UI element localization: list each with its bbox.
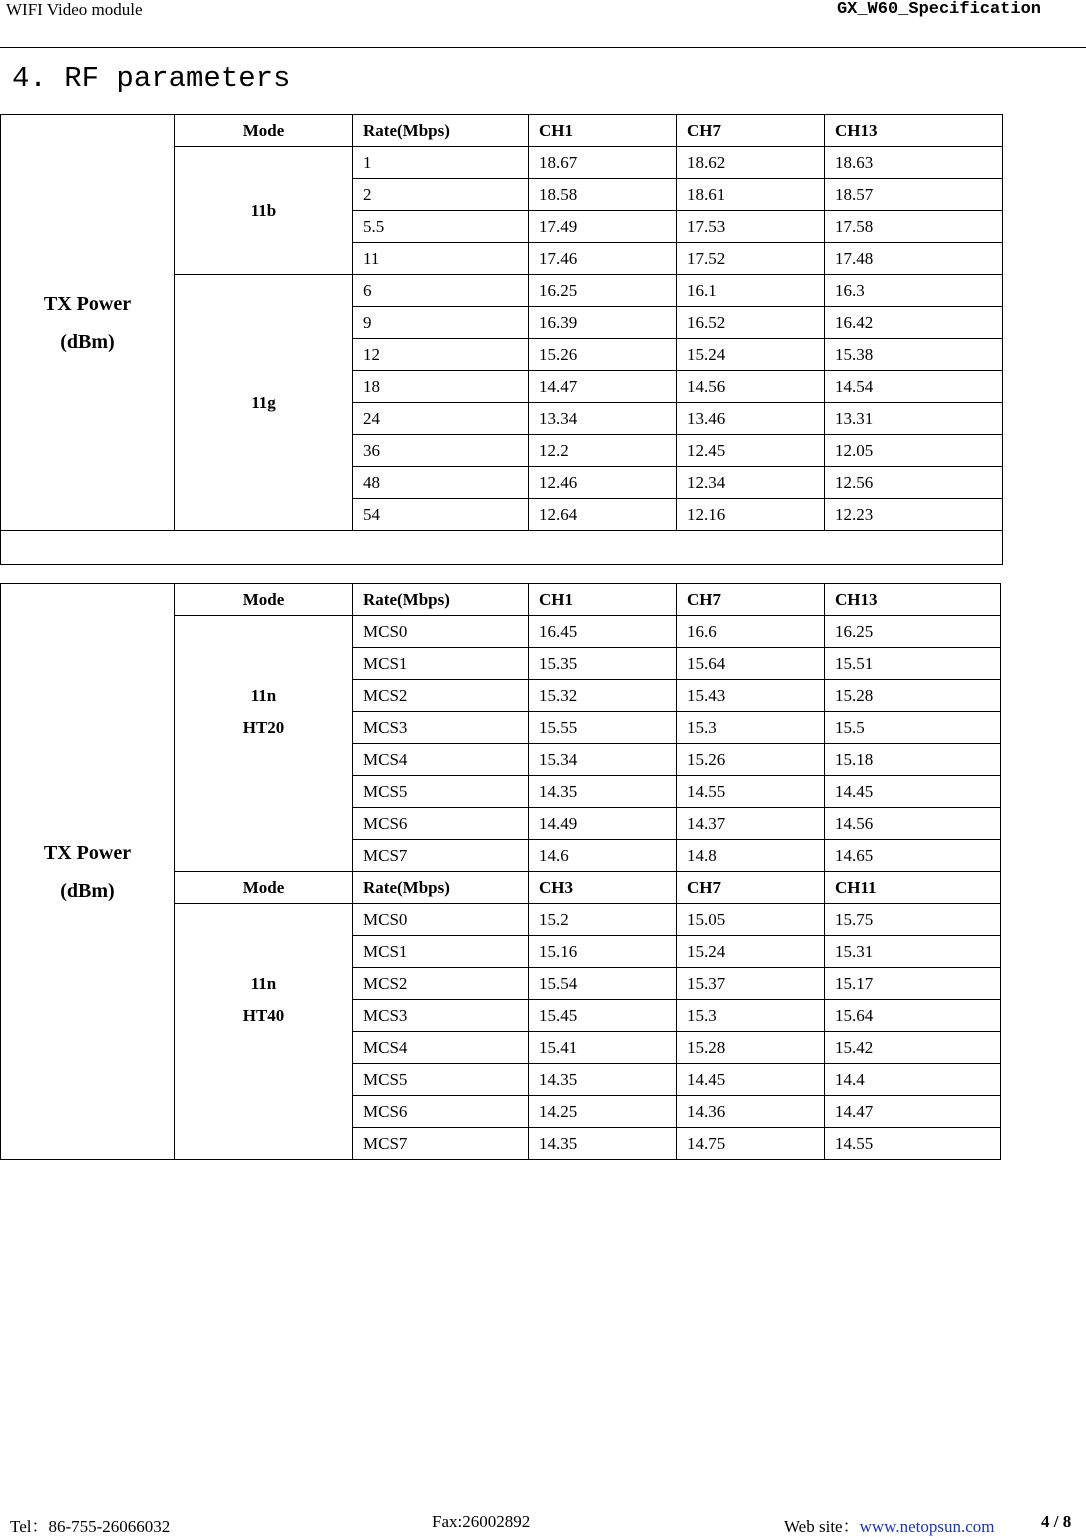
footer-tel: Tel：86-755-26066032 [10, 1517, 171, 1536]
value-cell: 14.35 [529, 1064, 677, 1096]
value-cell: 14.45 [677, 1064, 825, 1096]
footer-fax: Fax:26002892 [432, 1512, 531, 1531]
rate-cell: MCS0 [353, 616, 529, 648]
value-cell: 12.34 [677, 467, 825, 499]
value-cell: 17.58 [825, 211, 1003, 243]
table-spacer-row [1, 531, 1003, 565]
table-header-row [1, 115, 1003, 147]
rate-cell: 2 [353, 179, 529, 211]
page-number: 4 / 8 [1041, 1512, 1072, 1531]
value-cell: 14.35 [529, 1128, 677, 1160]
value-cell: 13.31 [825, 403, 1003, 435]
value-cell: 16.52 [677, 307, 825, 339]
value-cell: 15.16 [529, 936, 677, 968]
header-divider [0, 47, 1086, 48]
value-cell: 16.42 [825, 307, 1003, 339]
footer-web-label: Web site： [784, 1517, 860, 1536]
value-cell: 16.25 [529, 275, 677, 307]
mode-label: 11b [250, 200, 277, 220]
value-cell: 15.31 [825, 936, 1001, 968]
mode-label: 11n [250, 686, 277, 705]
column-header: CH7 [677, 584, 825, 616]
column-header: Rate(Mbps) [353, 115, 529, 147]
value-cell: 15.5 [825, 712, 1001, 744]
mode-cell [175, 904, 353, 1160]
rate-cell: 18 [353, 371, 529, 403]
section-title: 4. RF parameters [12, 62, 291, 95]
value-cell: 17.52 [677, 243, 825, 275]
value-cell: 15.64 [677, 648, 825, 680]
rate-cell: 12 [353, 339, 529, 371]
value-cell: 15.54 [529, 968, 677, 1000]
value-cell: 17.48 [825, 243, 1003, 275]
mode-sublabel: HT20 [242, 718, 285, 737]
value-cell: 15.34 [529, 744, 677, 776]
value-cell: 15.37 [677, 968, 825, 1000]
value-cell: 15.2 [529, 904, 677, 936]
value-cell: 15.42 [825, 1032, 1001, 1064]
value-cell: 12.23 [825, 499, 1003, 531]
value-cell: 15.24 [677, 936, 825, 968]
footer-web-link[interactable]: www.netopsun.com [859, 1517, 995, 1536]
column-header: Rate(Mbps) [353, 584, 529, 616]
value-cell: 16.6 [677, 616, 825, 648]
value-cell: 14.65 [825, 840, 1001, 872]
value-cell: 15.45 [529, 1000, 677, 1032]
value-cell: 17.49 [529, 211, 677, 243]
header-module-name: WIFI Video module [6, 0, 143, 19]
rate-cell: MCS1 [353, 648, 529, 680]
rate-cell: MCS5 [353, 1064, 529, 1096]
mode-cell [175, 616, 353, 872]
rate-cell: MCS4 [353, 744, 529, 776]
value-cell: 15.38 [825, 339, 1003, 371]
rate-cell: MCS6 [353, 808, 529, 840]
column-header: CH13 [825, 584, 1001, 616]
rate-cell: 1 [353, 147, 529, 179]
rate-cell: 5.5 [353, 211, 529, 243]
value-cell: 14.35 [529, 776, 677, 808]
mode-header: Mode [175, 872, 353, 904]
rate-cell: MCS7 [353, 1128, 529, 1160]
mode-header: Mode [175, 115, 353, 147]
value-cell: 17.53 [677, 211, 825, 243]
rate-cell: MCS7 [353, 840, 529, 872]
value-cell: 15.17 [825, 968, 1001, 1000]
mode-label: 11n [250, 974, 277, 993]
value-cell: 18.62 [677, 147, 825, 179]
rate-cell: MCS5 [353, 776, 529, 808]
value-cell: 12.56 [825, 467, 1003, 499]
value-cell: 15.26 [529, 339, 677, 371]
rate-cell: MCS3 [353, 1000, 529, 1032]
value-cell: 14.25 [529, 1096, 677, 1128]
value-cell: 14.45 [825, 776, 1001, 808]
value-cell: 15.26 [677, 744, 825, 776]
value-cell: 17.46 [529, 243, 677, 275]
value-cell: 15.64 [825, 1000, 1001, 1032]
value-cell: 15.51 [825, 648, 1001, 680]
value-cell: 16.1 [677, 275, 825, 307]
mode-label: 11g [251, 392, 276, 412]
value-cell: 18.67 [529, 147, 677, 179]
value-cell: 15.35 [529, 648, 677, 680]
side-label-cell [1, 584, 175, 1160]
rate-cell: 6 [353, 275, 529, 307]
value-cell: 18.58 [529, 179, 677, 211]
value-cell: 18.57 [825, 179, 1003, 211]
mode-sublabel: HT40 [242, 1006, 285, 1025]
spacer-cell [1, 531, 1003, 565]
tx-power-table-bg [0, 114, 1003, 565]
value-cell: 14.47 [825, 1096, 1001, 1128]
value-cell: 15.05 [677, 904, 825, 936]
value-cell: 14.47 [529, 371, 677, 403]
column-header: CH13 [825, 115, 1003, 147]
value-cell: 15.18 [825, 744, 1001, 776]
value-cell: 13.34 [529, 403, 677, 435]
value-cell: 15.55 [529, 712, 677, 744]
value-cell: 14.54 [825, 371, 1003, 403]
column-header: CH1 [529, 115, 677, 147]
value-cell: 18.63 [825, 147, 1003, 179]
value-cell: 14.55 [677, 776, 825, 808]
value-cell: 15.28 [677, 1032, 825, 1064]
rate-cell: 11 [353, 243, 529, 275]
value-cell: 14.36 [677, 1096, 825, 1128]
value-cell: 16.3 [825, 275, 1003, 307]
tx-power-label: TX Power [43, 841, 132, 864]
value-cell: 14.56 [677, 371, 825, 403]
rate-cell: MCS6 [353, 1096, 529, 1128]
side-label-cell [1, 115, 175, 531]
value-cell: 16.39 [529, 307, 677, 339]
column-header: CH1 [529, 584, 677, 616]
value-cell: 14.37 [677, 808, 825, 840]
tx-power-label: TX Power [43, 292, 132, 315]
value-cell: 12.05 [825, 435, 1003, 467]
value-cell: 15.3 [677, 712, 825, 744]
rate-cell: MCS2 [353, 968, 529, 1000]
rate-cell: MCS3 [353, 712, 529, 744]
tx-power-unit: (dBm) [60, 330, 115, 353]
value-cell: 14.55 [825, 1128, 1001, 1160]
rate-cell: 24 [353, 403, 529, 435]
column-header: CH11 [825, 872, 1001, 904]
value-cell: 12.64 [529, 499, 677, 531]
value-cell: 13.46 [677, 403, 825, 435]
value-cell: 14.4 [825, 1064, 1001, 1096]
value-cell: 15.75 [825, 904, 1001, 936]
value-cell: 16.45 [529, 616, 677, 648]
value-cell: 15.28 [825, 680, 1001, 712]
rate-cell: 48 [353, 467, 529, 499]
rate-cell: 54 [353, 499, 529, 531]
value-cell: 12.45 [677, 435, 825, 467]
tx-power-unit: (dBm) [60, 879, 115, 902]
value-cell: 12.16 [677, 499, 825, 531]
mode-header: Mode [175, 584, 353, 616]
value-cell: 14.6 [529, 840, 677, 872]
value-cell: 15.3 [677, 1000, 825, 1032]
value-cell: 12.46 [529, 467, 677, 499]
footer-website [784, 1512, 994, 1537]
rate-cell: MCS2 [353, 680, 529, 712]
mode-cell [175, 275, 353, 531]
column-header: CH7 [677, 872, 825, 904]
value-cell: 14.75 [677, 1128, 825, 1160]
value-cell: 16.25 [825, 616, 1001, 648]
column-header: CH7 [677, 115, 825, 147]
tx-power-table-n [0, 583, 1001, 1160]
value-cell: 14.56 [825, 808, 1001, 840]
value-cell: 12.2 [529, 435, 677, 467]
value-cell: 14.49 [529, 808, 677, 840]
column-header: CH3 [529, 872, 677, 904]
mode-cell [175, 147, 353, 275]
rate-cell: 9 [353, 307, 529, 339]
column-header: Rate(Mbps) [353, 872, 529, 904]
header-doc-title: GX_W60_Specification [836, 0, 1041, 19]
value-cell: 18.61 [677, 179, 825, 211]
rate-cell: 36 [353, 435, 529, 467]
value-cell: 14.8 [677, 840, 825, 872]
table-header-row [1, 584, 1001, 616]
value-cell: 15.43 [677, 680, 825, 712]
rate-cell: MCS4 [353, 1032, 529, 1064]
value-cell: 15.24 [677, 339, 825, 371]
value-cell: 15.41 [529, 1032, 677, 1064]
value-cell: 15.32 [529, 680, 677, 712]
rate-cell: MCS0 [353, 904, 529, 936]
rate-cell: MCS1 [353, 936, 529, 968]
